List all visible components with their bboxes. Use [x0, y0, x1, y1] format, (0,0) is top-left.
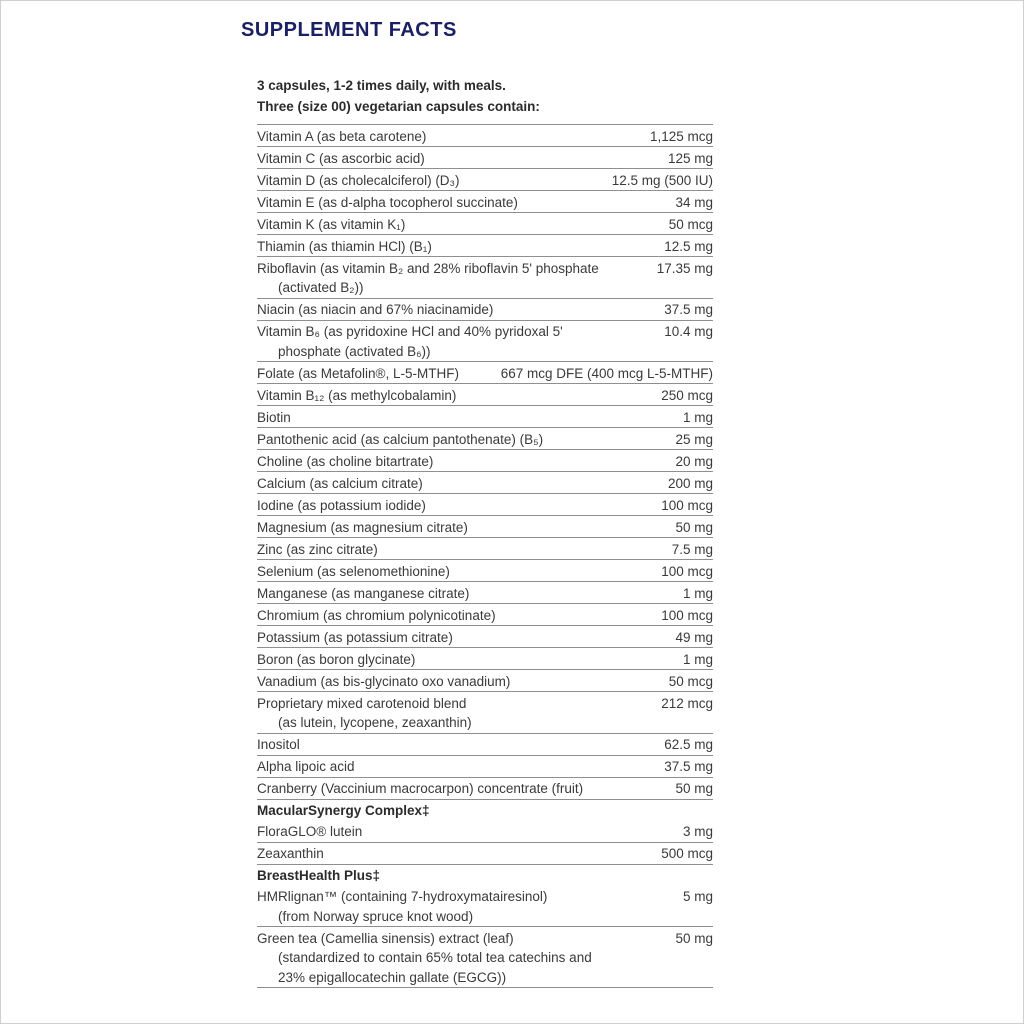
ingredient-name: Vanadium (as bis-glycinato oxo vanadium): [257, 673, 511, 689]
ingredient-amount: 12.5 mg: [664, 238, 713, 254]
table-row-main: [257, 868, 713, 883]
table-row-main: [257, 630, 713, 645]
ingredient-amount: 12.5 mg (500 IU): [611, 172, 713, 188]
table-row: [257, 406, 713, 428]
table-row-main: [257, 129, 713, 144]
ingredient-amount: 212 mcg: [661, 695, 713, 711]
table-row-main: [257, 324, 713, 339]
table-row: [257, 670, 713, 692]
table-row-main: [257, 195, 713, 210]
table-row: [257, 604, 713, 626]
capsules-contain-heading: Three (size 00) vegetarian capsules contain:: [257, 99, 540, 114]
ingredient-name: Vitamin B₆ (as pyridoxine HCl and 40% pyridoxal 5': [257, 324, 563, 339]
ingredient-name: Chromium (as chromium polynicotinate): [257, 607, 496, 623]
table-row-main: [257, 432, 713, 447]
table-row: [257, 191, 713, 213]
table-row-main: [257, 564, 713, 579]
table-row: [257, 821, 713, 843]
ingredient-name: Selenium (as selenomethionine): [257, 563, 450, 579]
table-row: [257, 147, 713, 169]
ingredient-name: Zeaxanthin: [257, 846, 324, 861]
serving-info: [257, 78, 713, 114]
table-row: [257, 362, 713, 384]
ingredient-name: Riboflavin (as vitamin B₂ and 28% riboflavin 5' phosphate: [257, 260, 599, 276]
table-row-main: [257, 151, 713, 166]
ingredient-amount: 34 mg: [675, 194, 713, 210]
table-row-main: [257, 388, 713, 403]
ingredient-name: Cranberry (Vaccinium macrocarpon) concentrate (fruit): [257, 781, 584, 796]
table-row: [257, 538, 713, 560]
ingredient-amount: 100 mcg: [661, 563, 713, 579]
ingredient-name: Vitamin C (as ascorbic acid): [257, 150, 425, 166]
ingredient-name-continued: (as lutein, lycopene, zeaxanthin): [278, 715, 472, 730]
ingredient-name: Green tea (Camellia sinensis) extract (leaf): [257, 930, 514, 946]
ingredient-name: Pantothenic acid (as calcium pantothenate) (B₅): [257, 431, 544, 447]
table-row-main: [257, 542, 713, 557]
table-row-main: [257, 889, 713, 904]
table-row: [257, 125, 713, 147]
table-row: [257, 494, 713, 516]
ingredient-name-continued: (activated B₂)): [278, 280, 364, 295]
table-row-main: [257, 239, 713, 254]
table-row-main: [257, 803, 713, 818]
table-row: [257, 299, 713, 321]
ingredient-name: Vitamin A (as beta carotene): [257, 128, 427, 144]
ingredient-name: Folate (as Metafolin®, L-5-MTHF): [257, 365, 459, 381]
table-row: [257, 734, 713, 756]
ingredient-amount: 125 mg: [667, 150, 713, 166]
ingredient-amount: 200 mg: [667, 475, 713, 491]
table-row: [257, 516, 713, 538]
table-row-main: [257, 520, 713, 535]
table-row-main: [257, 498, 713, 513]
ingredient-amount: 3 mg: [682, 824, 713, 839]
table-row-main: [257, 261, 713, 276]
table-row: [257, 778, 713, 800]
ingredient-amount: 62.5 mg: [664, 737, 713, 752]
table-row: [257, 560, 713, 582]
table-row-main: [257, 476, 713, 491]
table-row-main: [257, 302, 713, 317]
ingredient-name: HMRlignan™ (containing 7-hydroxymatairesinol): [257, 889, 548, 904]
table-row-main: [257, 931, 713, 946]
ingredient-amount: 1 mg: [682, 585, 713, 601]
table-row-main: [257, 759, 713, 774]
table-row: [257, 582, 713, 604]
page-title: SUPPLEMENT FACTS: [241, 19, 457, 41]
table-row-main: [257, 781, 713, 796]
ingredient-amount: 100 mcg: [661, 497, 713, 513]
table-row-main: [257, 586, 713, 601]
ingredient-amount: 250 mcg: [661, 387, 713, 403]
ingredient-amount: 20 mg: [675, 453, 713, 469]
table-row-main: [257, 454, 713, 469]
serving-directions: 3 capsules, 1-2 times daily, with meals.: [257, 78, 506, 93]
ingredient-name: Manganese (as manganese citrate): [257, 585, 470, 601]
ingredient-name: Vitamin E (as d-alpha tocopherol succinate): [257, 194, 518, 210]
ingredient-amount: 1 mg: [682, 651, 713, 667]
table-row: [257, 472, 713, 494]
table-row-main: [257, 737, 713, 752]
table-row: [257, 692, 713, 734]
table-row-main: [257, 652, 713, 667]
ingredient-amount: 100 mcg: [661, 607, 713, 623]
ingredient-name-continued: (standardized to contain 65% total tea catechins and: [278, 950, 592, 965]
label-content: [241, 19, 713, 988]
table-row: [257, 450, 713, 472]
table-row: [257, 428, 713, 450]
table-row: [257, 927, 713, 988]
ingredient-name: Boron (as boron glycinate): [257, 651, 416, 667]
ingredient-amount: 1,125 mcg: [649, 128, 713, 144]
table-row: [257, 626, 713, 648]
ingredient-name: Thiamin (as thiamin HCl) (B₁): [257, 238, 432, 254]
ingredient-name: Vitamin K (as vitamin K₁): [257, 216, 406, 232]
ingredient-name: Inositol: [257, 737, 300, 752]
ingredient-amount: 50 mg: [675, 519, 713, 535]
ingredient-amount: 50 mg: [675, 781, 713, 796]
table-row: [257, 169, 713, 191]
ingredient-name: Magnesium (as magnesium citrate): [257, 519, 468, 535]
ingredient-amount: 50 mcg: [668, 216, 713, 232]
ingredient-amount: 1 mg: [682, 409, 713, 425]
ingredient-name: MacularSynergy Complex‡: [257, 803, 430, 818]
ingredient-amount: 500 mcg: [661, 846, 713, 861]
ingredient-name: Proprietary mixed carotenoid blend: [257, 695, 467, 711]
table-row: [257, 648, 713, 670]
ingredient-name-continued: 23% epigallocatechin gallate (EGCG)): [278, 969, 507, 985]
table-row: [257, 843, 713, 865]
table-row-main: [257, 173, 713, 188]
ingredient-amount: 25 mg: [675, 431, 713, 447]
ingredient-amount: 17.35 mg: [656, 260, 713, 276]
ingredient-name: FloraGLO® lutein: [257, 824, 363, 839]
table-row: [257, 213, 713, 235]
table-row-main: [257, 696, 713, 711]
table-row-main: [257, 674, 713, 689]
table-row: [257, 257, 713, 299]
table-row-main: [257, 217, 713, 232]
ingredient-amount: 37.5 mg: [664, 759, 713, 774]
ingredient-name: Niacin (as niacin and 67% niacinamide): [257, 302, 494, 317]
ingredient-name-continued: (from Norway spruce knot wood): [278, 908, 474, 924]
ingredient-amount: 667 mcg DFE (400 mcg L-5-MTHF): [500, 365, 713, 381]
ingredient-name: Calcium (as calcium citrate): [257, 475, 423, 491]
table-row: [257, 865, 713, 886]
table-row: [257, 800, 713, 821]
ingredient-name: BreastHealth Plus‡: [257, 868, 381, 883]
ingredient-name-continued: phosphate (activated B₆)): [278, 343, 431, 359]
table-row: [257, 321, 713, 363]
ingredient-name: Potassium (as potassium citrate): [257, 629, 453, 645]
ingredient-amount: 7.5 mg: [671, 541, 713, 557]
ingredient-name: Alpha lipoic acid: [257, 759, 355, 774]
table-row-main: [257, 410, 713, 425]
table-row-main: [257, 846, 713, 861]
table-row-main: [257, 366, 713, 381]
ingredient-name: Vitamin D (as cholecalciferol) (D₃): [257, 172, 460, 188]
ingredient-amount: 37.5 mg: [664, 302, 713, 317]
table-row: [257, 384, 713, 406]
ingredient-name: Biotin: [257, 409, 291, 425]
ingredient-amount: 50 mcg: [668, 673, 713, 689]
table-row-main: [257, 824, 713, 839]
ingredient-name: Choline (as choline bitartrate): [257, 453, 434, 469]
ingredient-name: Iodine (as potassium iodide): [257, 497, 426, 513]
ingredient-amount: 5 mg: [682, 889, 713, 904]
table-row: [257, 756, 713, 778]
table-row: [257, 235, 713, 257]
ingredient-amount: 10.4 mg: [664, 324, 713, 339]
table-row: [257, 886, 713, 928]
table-row-main: [257, 608, 713, 623]
ingredient-amount: 49 mg: [675, 629, 713, 645]
facts-table: [257, 124, 713, 988]
ingredient-amount: 50 mg: [675, 930, 713, 946]
ingredient-name: Vitamin B₁₂ (as methylcobalamin): [257, 387, 457, 403]
ingredient-name: Zinc (as zinc citrate): [257, 541, 378, 557]
